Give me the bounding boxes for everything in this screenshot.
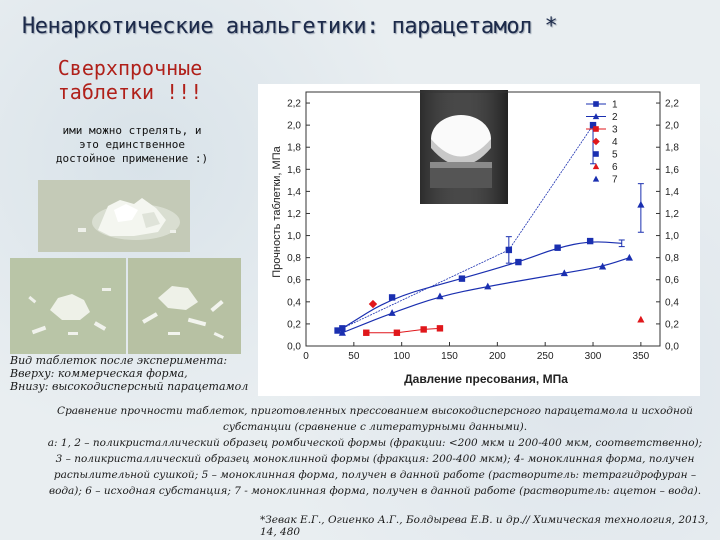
y-tick-label-right: 2,0 — [665, 120, 679, 132]
y-tick-label: 0,4 — [287, 297, 301, 309]
legend-label: 4 — [612, 137, 618, 148]
y-tick-label-right: 1,6 — [665, 164, 679, 176]
series-1-point — [459, 275, 465, 281]
humor-note — [22, 124, 242, 166]
y-tick-label: 0,6 — [287, 275, 301, 287]
series-1-point — [515, 259, 521, 265]
y-tick-label: 1,0 — [287, 231, 301, 243]
figure-caption-line: 3 – поликристаллический образец моноклинной формы (фракция: 200-400 мкм); 4- моноклинная форма, получен — [55, 453, 695, 465]
legend-label: 1 — [612, 99, 618, 111]
slide-subtitle — [30, 56, 230, 104]
note-line: это единственное — [79, 138, 185, 151]
photo-caption — [10, 354, 260, 393]
figure-caption-line: Сравнение прочности таблеток, приготовленных прессованием высокодисперсного парацетамола и исходной — [57, 405, 693, 417]
subtitle-line: Сверхпрочные — [57, 56, 203, 80]
x-tick-label: 250 — [536, 351, 554, 362]
photo-caption-line: Вид таблеток после эксперимента: — [10, 354, 228, 367]
note-line: ими можно стрелять, и — [62, 124, 202, 137]
x-tick-label: 200 — [489, 351, 506, 362]
figure-caption — [40, 403, 710, 499]
y-tick-label: 2,2 — [287, 98, 301, 110]
x-tick-label: 150 — [441, 351, 458, 362]
figure-caption-line: а: 1, 2 – поликристаллический образец ромбической формы (фракции: <200 мкм и 200-400 мкм, соответственно); — [47, 437, 703, 449]
y-tick-label-right: 0,2 — [665, 319, 679, 331]
series-5-point — [334, 327, 340, 333]
legend-marker-5 — [593, 151, 599, 157]
x-tick-label: 300 — [584, 351, 602, 362]
tablet-fragments-photo-dispersed-1 — [10, 258, 126, 354]
y-tick-label: 1,8 — [287, 142, 301, 154]
y-tick-label-right: 1,0 — [665, 231, 679, 243]
y-tick-label: 2,0 — [287, 120, 301, 132]
photo-caption-line: Внизу: высокодисперсный парацетамол — [10, 380, 249, 393]
y-tick-label-right: 1,4 — [665, 186, 679, 198]
y-tick-label: 1,2 — [287, 208, 301, 220]
x-tick-label: 350 — [632, 351, 650, 362]
figure-caption-line: вода); 6 – исходная субстанция; 7 - моноклинная форма, получен в данной работе (растворитель: ацетон – вода). — [48, 485, 702, 497]
y-tick-label-right: 0,0 — [665, 341, 679, 353]
legend-label: 7 — [612, 174, 618, 186]
legend-label: 6 — [612, 162, 618, 173]
photo-caption-line: Вверху: коммерческая форма, — [10, 367, 188, 380]
series-3-point — [363, 330, 369, 336]
series-3-point — [394, 330, 400, 336]
legend-label: 5 — [612, 149, 618, 161]
series-3-point — [437, 325, 443, 331]
series-1-point — [554, 245, 560, 251]
tablet-inset-photo — [420, 90, 508, 204]
chart-canvas — [258, 84, 700, 396]
tablet-fragments-photo-commercial — [38, 180, 190, 252]
series-1-point — [587, 238, 593, 244]
y-axis-label: Прочность таблетки, МПа — [271, 146, 283, 278]
legend-marker-3 — [593, 126, 599, 132]
series-5-point — [506, 247, 512, 253]
y-tick-label-right: 2,2 — [665, 98, 679, 110]
slide-title: Ненаркотические анальгетики: парацетамол * — [22, 14, 558, 39]
series-3-point — [420, 326, 426, 332]
legend-label: 2 — [612, 112, 618, 123]
y-tick-label-right: 0,4 — [665, 297, 679, 309]
y-tick-label-right: 0,8 — [665, 253, 679, 265]
y-tick-label: 0,2 — [287, 319, 301, 331]
subtitle-line: таблетки !!! — [57, 80, 203, 104]
legend-marker-1 — [593, 101, 599, 107]
y-tick-label-right: 1,8 — [665, 142, 679, 154]
figure-caption-line: субстанции (сравнение с литературными данными). — [222, 421, 528, 433]
reference-citation: *Зевак Е.Г., Огиенко А.Г., Болдырева Е.В. и др.// Химическая технология, 2013, 14, 480 — [260, 514, 709, 538]
y-tick-label-right: 0,6 — [665, 275, 679, 287]
x-tick-label: 50 — [348, 351, 360, 362]
x-axis-label: Давление пресования, МПа — [404, 372, 568, 386]
y-tick-label-right: 1,2 — [665, 208, 679, 220]
y-tick-label: 1,6 — [287, 164, 301, 176]
figure-caption-line: распылительной сушкой; 5 – моноклинная форма, получен в данной работе (растворитель: тетрагидрофуран – — [53, 469, 697, 481]
y-tick-label: 1,4 — [287, 186, 301, 198]
note-line: достойное применение :) — [55, 152, 209, 165]
tablet-fragments-photo-dispersed-2 — [128, 258, 241, 354]
legend-label: 3 — [612, 124, 618, 136]
y-tick-label: 0,8 — [287, 253, 301, 265]
series-1-point — [389, 294, 395, 300]
strength-vs-pressure-chart — [258, 84, 700, 396]
x-tick-label: 0 — [303, 351, 309, 362]
y-tick-label: 0,0 — [287, 341, 301, 353]
x-tick-label: 100 — [393, 351, 411, 362]
